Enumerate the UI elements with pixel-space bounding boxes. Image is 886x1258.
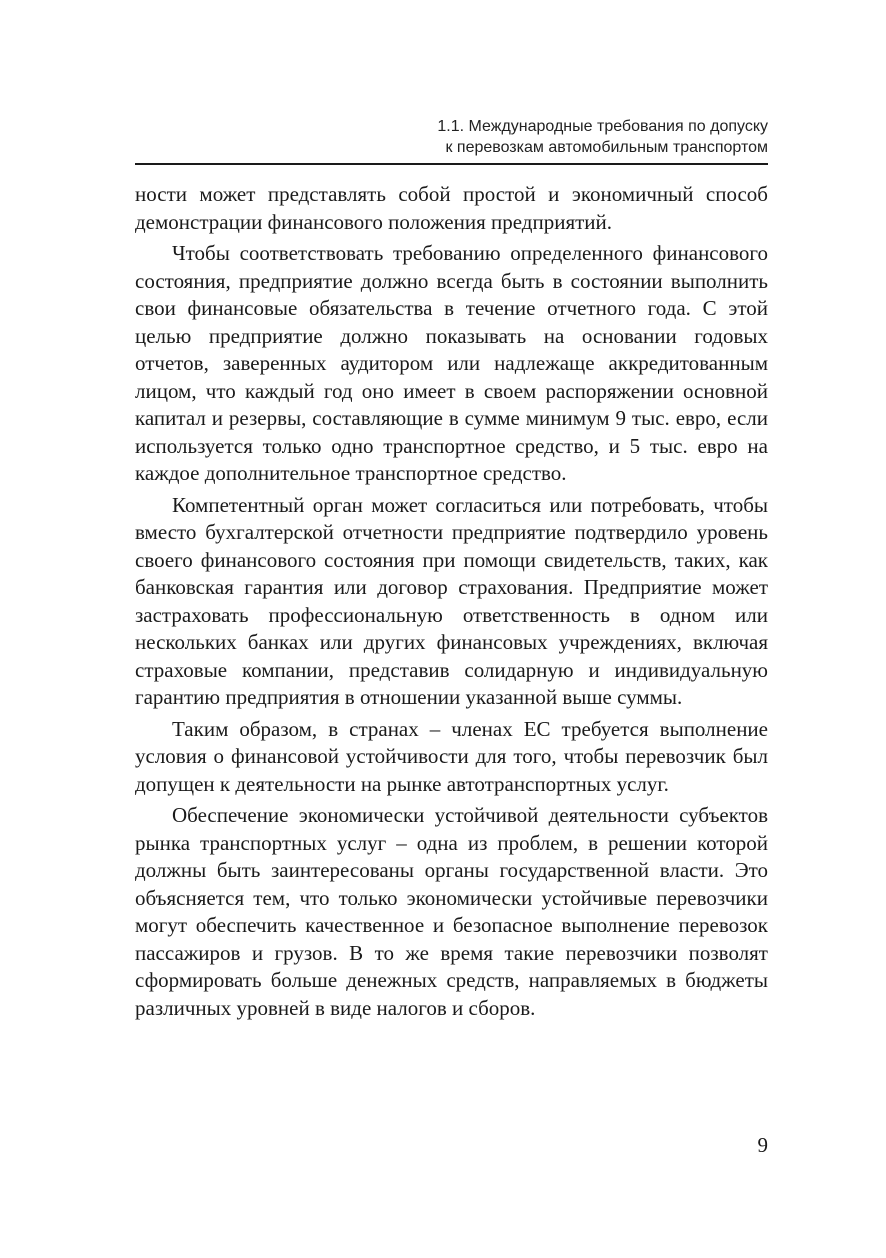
paragraph-competent-authority: Компетентный орган может согласиться или потребовать, чтобы вместо бухгалтерской отчетности предприятие подтвердило уровень своего финансового состояния при помощи свидетельств, таких, как банковская гарантия или договор страхования. Предприятие может застраховать профессиональную ответственность в одном или нескольких банках или других финансовых учреждениях, включая страховые компании, представив солидарную и индивидуальную гарантию предприятия в отношении указанной выше суммы. (135, 492, 768, 709)
paragraph-economic-stability: Обеспечение экономически устойчивой деятельности субъектов рынка транспортных услуг – одна из проблем, в решении которой должны быть заинтересованы органы государственной власти. Это объясняется тем, что только экономически устойчивые перевозчики могут обеспечить качественное и безопасное выполнение перевозок пассажиров и грузов. В то же время такие перевозчики позволят сформировать больше денежных средств, направляемых в бюджеты различных уровней в виде налогов и сборов. (135, 803, 768, 1020)
paragraph-eu-members: Таким образом, в странах – членах ЕС требуется выполнение условия о финансовой устойчивости для того, чтобы перевозчик был допущен к деятельности на рынке автотранспортных услуг. (135, 716, 768, 796)
running-header-line-2: к перевозкам автомобильным транспортом (445, 139, 768, 156)
body-text (135, 181, 768, 1022)
paragraph-financial-state: Чтобы соответствовать требованию определенного финансового состояния, предприятие должно всегда быть в состоянии выполнить свои финансовые обязательства в течение отчетного года. С этой целью предприятие должно показывать на основании годовых отчетов, заверенных аудитором или надлежаще аккредитованным лицом, что каждый год оно имеет в своем распоряжении основной капитал и резервы, составляющие в сумме минимум 9 тыс. евро, если используется только одно транспортное средство, и 5 тыс. евро на каждое дополнительное транспортное средство. (135, 241, 768, 485)
paragraph-continuation: ности может представлять собой простой и экономичный способ демонстрации финансового положения предприятий. (135, 182, 768, 234)
header-divider (135, 163, 768, 165)
running-header-line-1: 1.1. Международные требования по допуску (437, 118, 768, 135)
running-header (128, 116, 768, 158)
page-number: 9 (757, 1133, 768, 1157)
